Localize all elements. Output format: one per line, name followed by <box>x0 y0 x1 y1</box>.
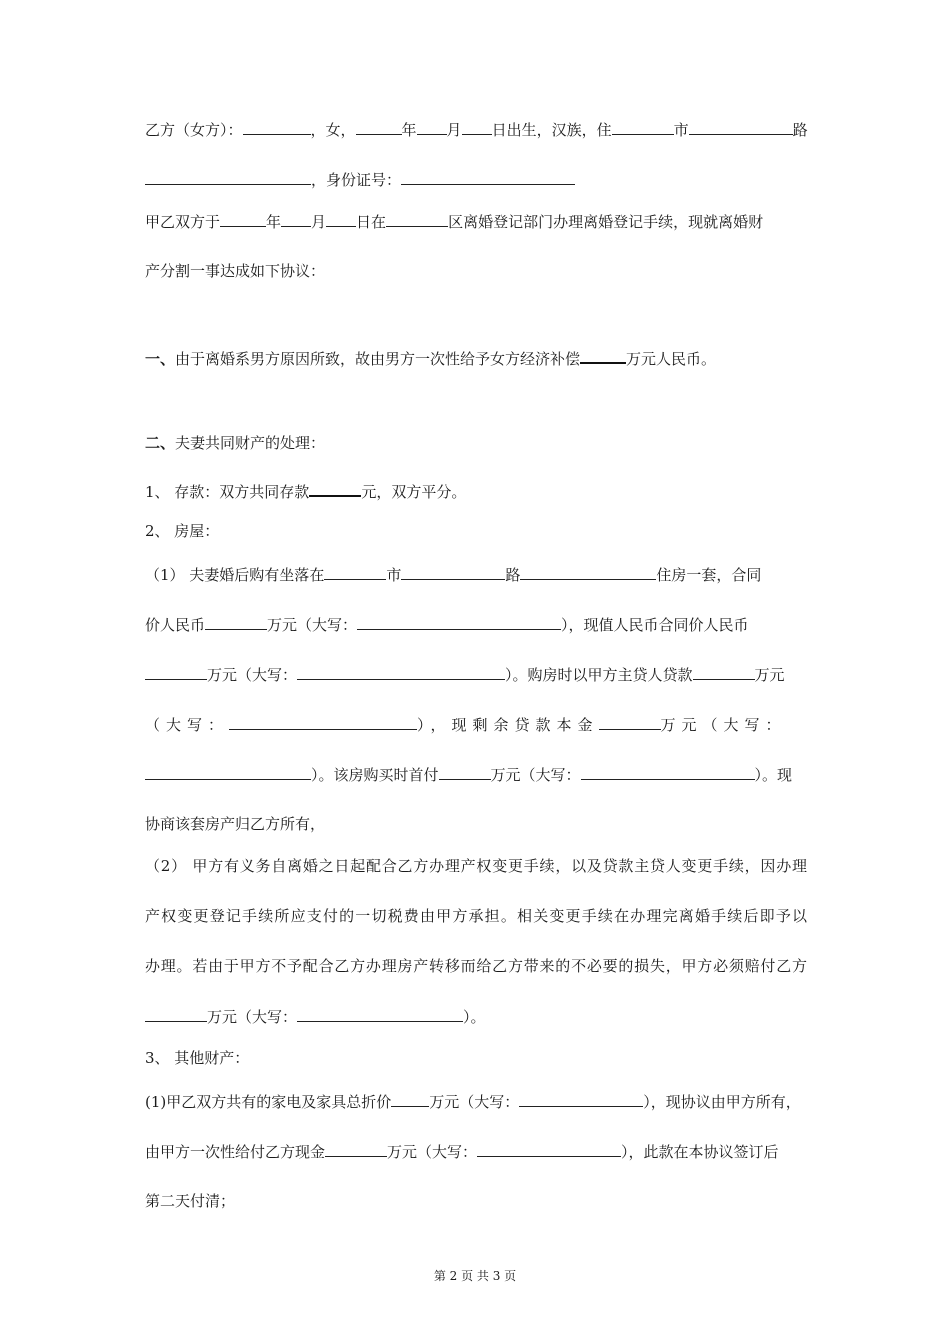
blank-city <box>612 116 674 135</box>
text: ）。购房时以甲方主贷人贷款 <box>505 666 693 684</box>
house-duty-line-4 <box>145 1003 807 1029</box>
blank-compensation-amount <box>145 1003 207 1022</box>
house-duty-line-1 <box>145 853 807 879</box>
text: 万元（大写： <box>207 666 298 684</box>
house-line-5 <box>145 761 807 787</box>
blank-compensation-words <box>297 1003 463 1022</box>
text: 万元人民币。 <box>626 350 717 368</box>
text: 办理。若由于甲方不予配合乙方办理房产转移而给乙方带来的不必要的损失，甲方必须赔付乙方 <box>145 957 807 975</box>
house-line-1 <box>145 561 807 587</box>
text: 住房一套，合同 <box>656 566 762 584</box>
text: ），此款在本协议签订后 <box>621 1143 779 1161</box>
blank-contract-price <box>205 611 267 630</box>
text: 年 <box>266 213 282 231</box>
blank-day <box>462 116 492 135</box>
text: 万元（大写： <box>660 716 787 734</box>
blank-road <box>401 561 505 580</box>
text: （2） 甲方有义务自离婚之日起配合乙方办理产权变更手续，以及贷款主贷人变更手续，因办理 <box>145 857 807 875</box>
clause-1 <box>145 344 807 370</box>
page-number: 第 2 页 共 3 页 <box>433 1269 517 1283</box>
text: 万元（大写： <box>387 1143 478 1161</box>
blank-month <box>417 116 447 135</box>
text: 甲乙双方于 <box>145 213 221 231</box>
blank-address <box>145 166 311 185</box>
party-b-line <box>145 116 807 142</box>
blank-appliance-value <box>391 1088 429 1107</box>
text: ），现协议由甲方所有， <box>643 1093 801 1111</box>
text: 第二天付清； <box>145 1192 236 1210</box>
text: 月 <box>311 213 327 231</box>
blank-house-number <box>520 561 656 580</box>
text: 万元（大写： <box>490 766 581 784</box>
text: 路 <box>792 121 808 139</box>
text: 市 <box>386 566 402 584</box>
agreement-intro <box>145 258 807 284</box>
text: ）。该房购买时首付 <box>311 766 439 784</box>
text: ），现值人民币合同价人民币 <box>561 616 749 634</box>
text: 万元（大写： <box>429 1093 520 1111</box>
blank-remaining-loan <box>599 711 661 730</box>
blank-down-payment <box>439 761 491 780</box>
blank-month <box>281 208 311 227</box>
blank-year <box>220 208 266 227</box>
blank-loan-words <box>229 711 417 730</box>
blank-loan <box>693 661 755 680</box>
blank-cash-amount <box>325 1138 387 1157</box>
deposit-line <box>145 477 807 503</box>
text: 由甲方一次性给付乙方现金 <box>145 1143 326 1161</box>
blank-remaining-loan-words <box>145 761 311 780</box>
clause-2 <box>145 430 807 456</box>
other-property-line-3 <box>145 1188 807 1214</box>
blank-day <box>326 208 356 227</box>
text: 元，双方平分。 <box>361 483 467 501</box>
text: ），现剩余贷款本金 <box>417 716 599 734</box>
text: 1、 存款：双方共同存款 <box>145 483 310 501</box>
text: 月 <box>446 121 462 139</box>
text: 3、 其他财产： <box>145 1049 250 1067</box>
text: 协商该套房产归乙方所有， <box>145 815 326 833</box>
other-property-heading <box>145 1045 807 1071</box>
text: 市 <box>673 121 689 139</box>
house-duty-line-2 <box>145 903 807 929</box>
blank-year <box>356 116 402 135</box>
blank-appliance-value-words <box>519 1088 643 1107</box>
text: 乙方（女方）： <box>145 121 243 139</box>
text: ，女， <box>310 121 356 139</box>
other-property-line-2 <box>145 1138 807 1164</box>
text: ）。 <box>463 1008 486 1026</box>
house-line-3 <box>145 661 807 687</box>
blank-city <box>324 561 386 580</box>
text: 产分割一事达成如下协议： <box>145 262 326 280</box>
registration-line <box>145 208 807 234</box>
blank-current-price-words <box>297 661 505 680</box>
text: 万元（大写： <box>267 616 358 634</box>
blank-district <box>386 208 448 227</box>
blank-down-payment-words <box>581 761 755 780</box>
text: 夫妻共同财产的处理： <box>175 434 326 452</box>
blank-cash-words <box>477 1138 621 1157</box>
text: （1） 夫妻婚后购有坐落在 <box>145 566 325 584</box>
text: ）。现 <box>754 766 793 784</box>
text: 2、 房屋： <box>145 522 220 540</box>
id-line <box>145 166 807 192</box>
text: （大写： <box>145 716 230 734</box>
house-line-2 <box>145 611 807 637</box>
text: 日在 <box>356 213 387 231</box>
other-property-line-1 <box>145 1088 807 1114</box>
text: 产权变更登记手续所应支付的一切税费由甲方承担。相关变更手续在办理完离婚手续后即予以 <box>145 907 807 925</box>
text: 路 <box>505 566 521 584</box>
clause-number: 二、 <box>145 434 176 452</box>
house-heading <box>145 518 807 544</box>
blank-deposit <box>309 477 361 497</box>
house-line-6 <box>145 811 807 837</box>
blank-name <box>243 116 311 135</box>
blank-id <box>401 166 575 185</box>
text: 万元 <box>754 666 785 684</box>
text: 万元（大写： <box>207 1008 298 1026</box>
text: (1)甲乙双方共有的家电及家具总折价 <box>145 1093 392 1111</box>
blank-contract-price-words <box>357 611 561 630</box>
house-duty-line-3 <box>145 953 807 979</box>
text: 由于离婚系男方原因所致，故由男方一次性给予女方经济补偿 <box>175 350 581 368</box>
house-line-4 <box>145 711 807 737</box>
blank-road <box>689 116 793 135</box>
text: 价人民币 <box>145 616 206 634</box>
clause-number: 一、 <box>145 350 176 368</box>
blank-compensation <box>580 344 626 364</box>
text: 区离婚登记部门办理离婚登记手续，现就离婚财 <box>448 213 764 231</box>
blank-current-price <box>145 661 207 680</box>
text: 日出生，汉族，住 <box>491 121 612 139</box>
text: ，身份证号： <box>311 171 402 189</box>
text: 年 <box>401 121 417 139</box>
